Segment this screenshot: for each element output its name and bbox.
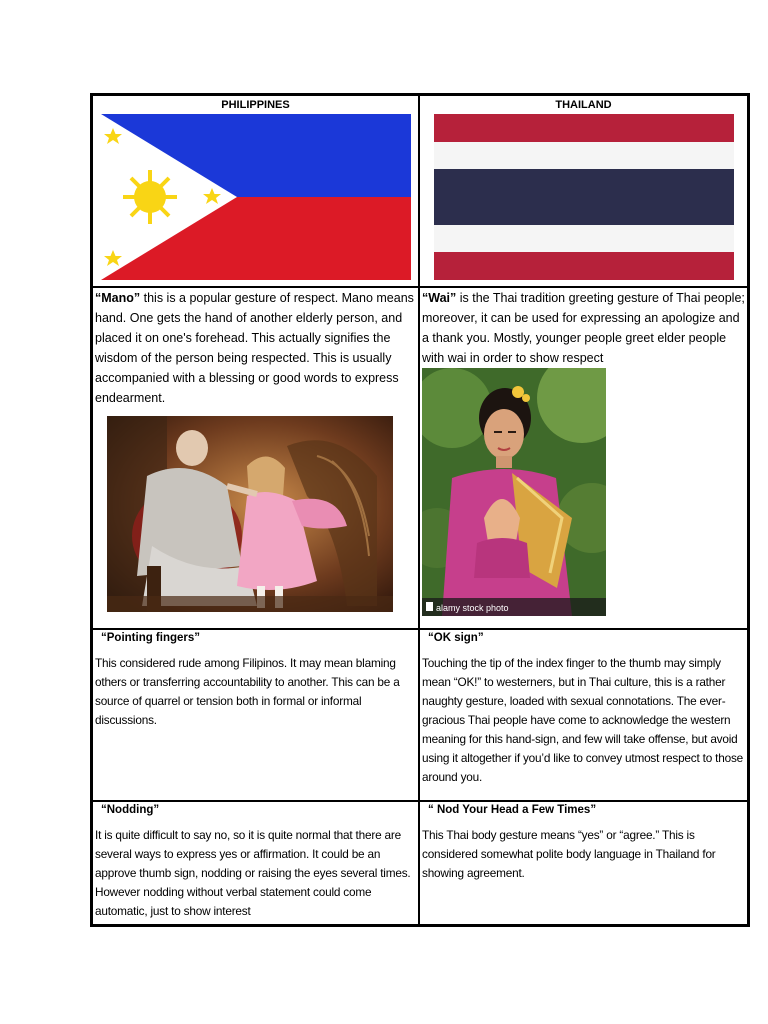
mano-text: this is a popular gesture of respect. Mano means hand. One gets the hand of another elderly person, and placed it on one's forehead. This actually signifies the wisdom of the person being respected. This is usually accompanied with a blessing or good words to express endearment. [95,291,414,405]
mano-term: “Mano” [95,291,141,305]
mano-painting-image [107,416,393,612]
philippines-flag [101,114,411,280]
pointing-cell [92,629,419,801]
column-header-thailand: THAILAND [555,99,612,111]
mano-description [95,288,416,408]
philippines-flag-cell [92,95,419,287]
thailand-flag-cell [419,95,748,287]
pointing-label: “Pointing fingers” [101,632,201,644]
table-row [92,287,748,629]
comparison-table [90,93,750,927]
wai-text: is the Thai tradition greeting gesture of Thai people; moreover, it can be used for expressing an apologize and a thank you. Mostly, younger people greet elder people with wai in order to show respect [422,291,745,365]
wai-cell [419,287,748,629]
wai-term: “Wai” [422,291,457,305]
table-row [92,95,748,287]
ok-text: Touching the tip of the index finger to the thumb may simply mean “OK!” to westerners, but in Thai culture, this is a rather naughty gesture, loaded with sexual connotations. The ever-gracious Thai people have come to acknowledge the western meaning for this hand-sign, and few will take offense, but avoid using it altogether if you’d like to convey utmost respect to those around you. [422,656,744,784]
wai-description [422,288,745,368]
mano-cell [92,287,419,629]
nodding-text: It is quite difficult to say no, so it is quite normal that there are several ways to express yes or affirmation. It could be an approve thumb sign, nodding or raising the eyes several times. However nodding without verbal statement could come automatic, just to show interest [95,828,411,918]
nod-head-label: “ Nod Your Head a Few Times” [428,804,597,816]
pointing-text: This considered rude among Filipinos. It may mean blaming others or transferring accountability to another. This can be a source of quarrel or tension both in formal or informal discussions. [95,656,400,727]
nod-head-cell [419,801,748,925]
photo-watermark: alamy stock photo [436,603,509,613]
thailand-flag [434,114,734,280]
nod-head-text: This Thai body gesture means “yes” or “agree.” This is considered somewhat polite body language in Thailand for showing agreement. [422,828,716,880]
wai-photo-image [422,368,606,616]
ok-label: “OK sign” [428,632,484,644]
column-header-philippines: PHILIPPINES [221,99,290,111]
ok-cell [419,629,748,801]
nodding-cell [92,801,419,925]
table-row [92,801,748,925]
table-row [92,629,748,801]
nodding-label: “Nodding” [101,804,160,816]
